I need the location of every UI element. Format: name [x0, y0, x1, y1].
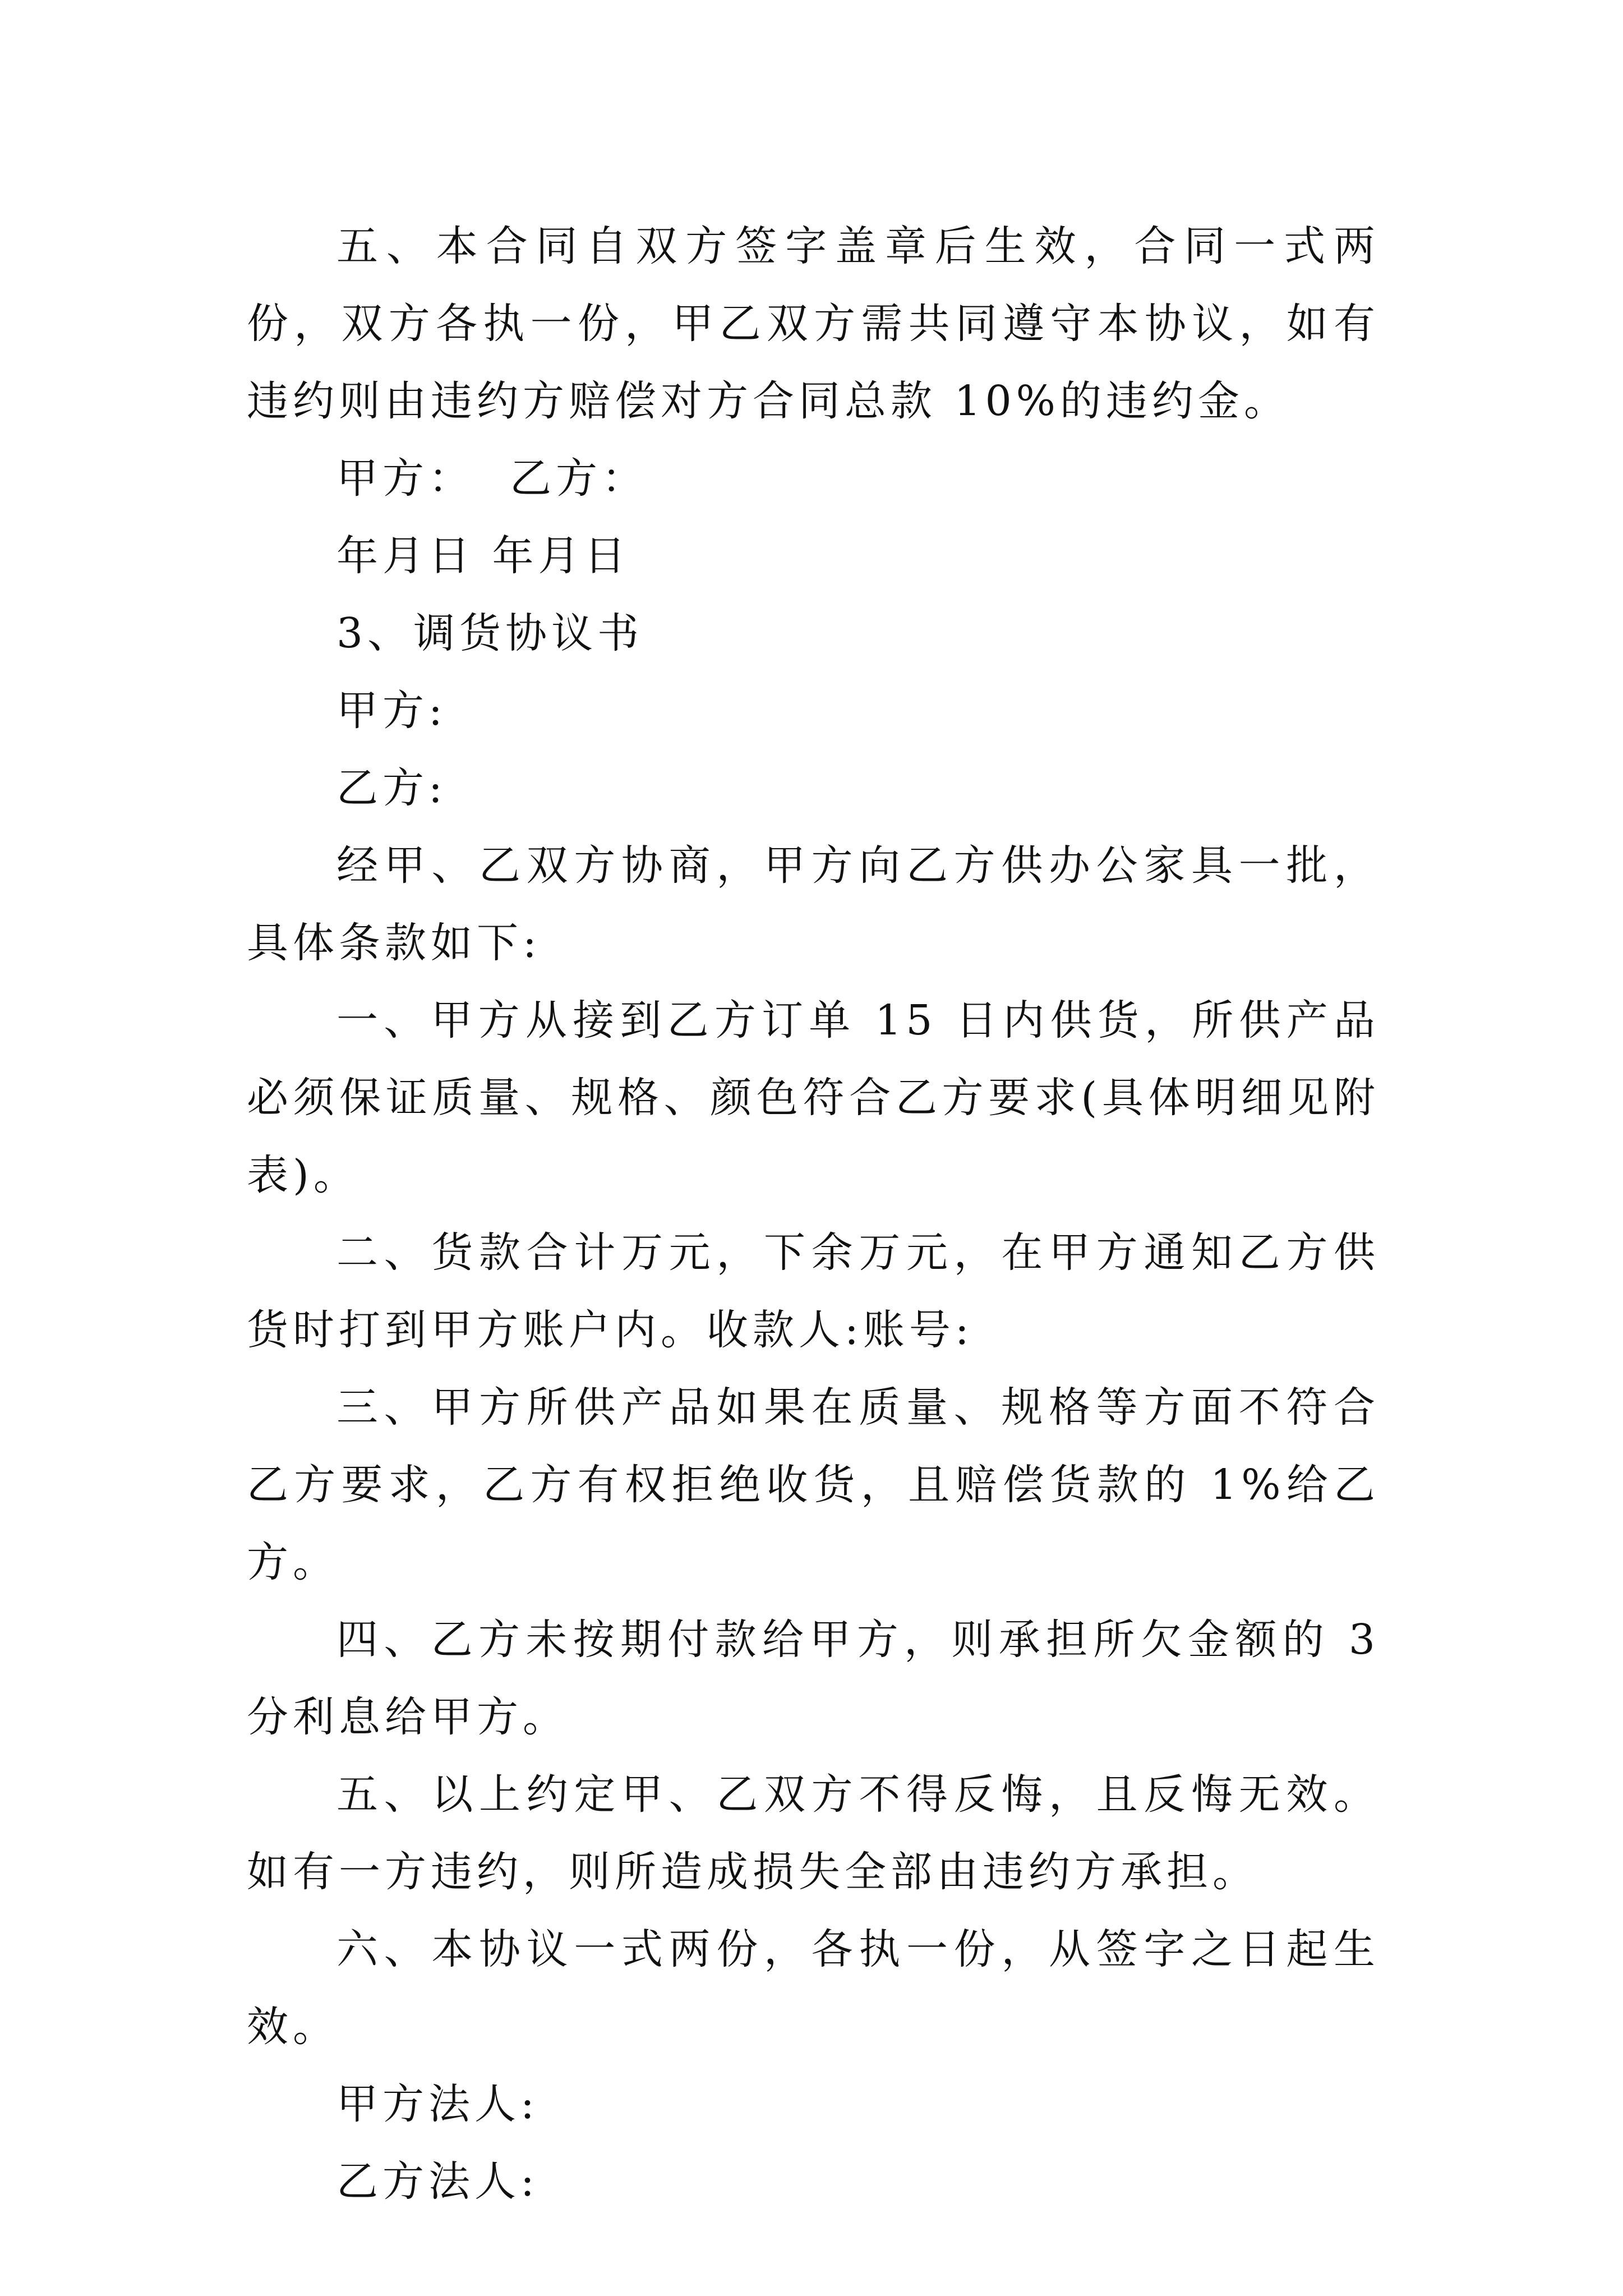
party-b-label: 乙方: [336, 764, 447, 812]
party-b-legal-rep: 乙方法人: [336, 2157, 539, 2206]
clause-four: 四、乙方未按期付款给甲方，则承担所欠金额的 3 分利息给甲方。 [247, 1616, 1380, 1741]
signature-party-labels: 甲方： 乙方： [336, 454, 648, 503]
clause-one: 一、甲方从接到乙方订单 15 日内供货，所供产品必须保证质量、规格、颜色符合乙方要求(具体明细见附表)。 [247, 996, 1380, 1199]
party-a-legal-rep: 甲方法人: [336, 2080, 539, 2128]
document-body [247, 208, 1380, 2220]
agreement-intro: 经甲、乙双方协商，甲方向乙方供办公家具一批，具体条款如下: [247, 841, 1380, 967]
section-title: 3、调货协议书 [336, 609, 644, 657]
party-a-label: 甲方: [336, 687, 447, 735]
clause-six: 六、本协议一式两份，各执一份，从签字之日起生效。 [247, 1925, 1380, 2051]
clause-three: 三、甲方所供产品如果在质量、规格等方面不符合乙方要求，乙方有权拒绝收货，且赔偿货款的 1%给乙方。 [247, 1383, 1380, 1586]
signature-dates: 年月日 年月日 [336, 532, 630, 580]
clause-five: 五、以上约定甲、乙双方不得反悔，且反悔无效。如有一方违约，则所造成损失全部由违约方承担。 [247, 1770, 1380, 1896]
clause-five-contract-effect: 五、本合同自双方签字盖章后生效，合同一式两份，双方各执一份，甲乙双方需共同遵守本协议，如有违约则由违约方赔偿对方合同总款 10%的违约金。 [247, 222, 1380, 425]
clause-two: 二、货款合计万元，下余万元，在甲方通知乙方供货时打到甲方账户内。收款人:账号: [247, 1228, 1380, 1354]
